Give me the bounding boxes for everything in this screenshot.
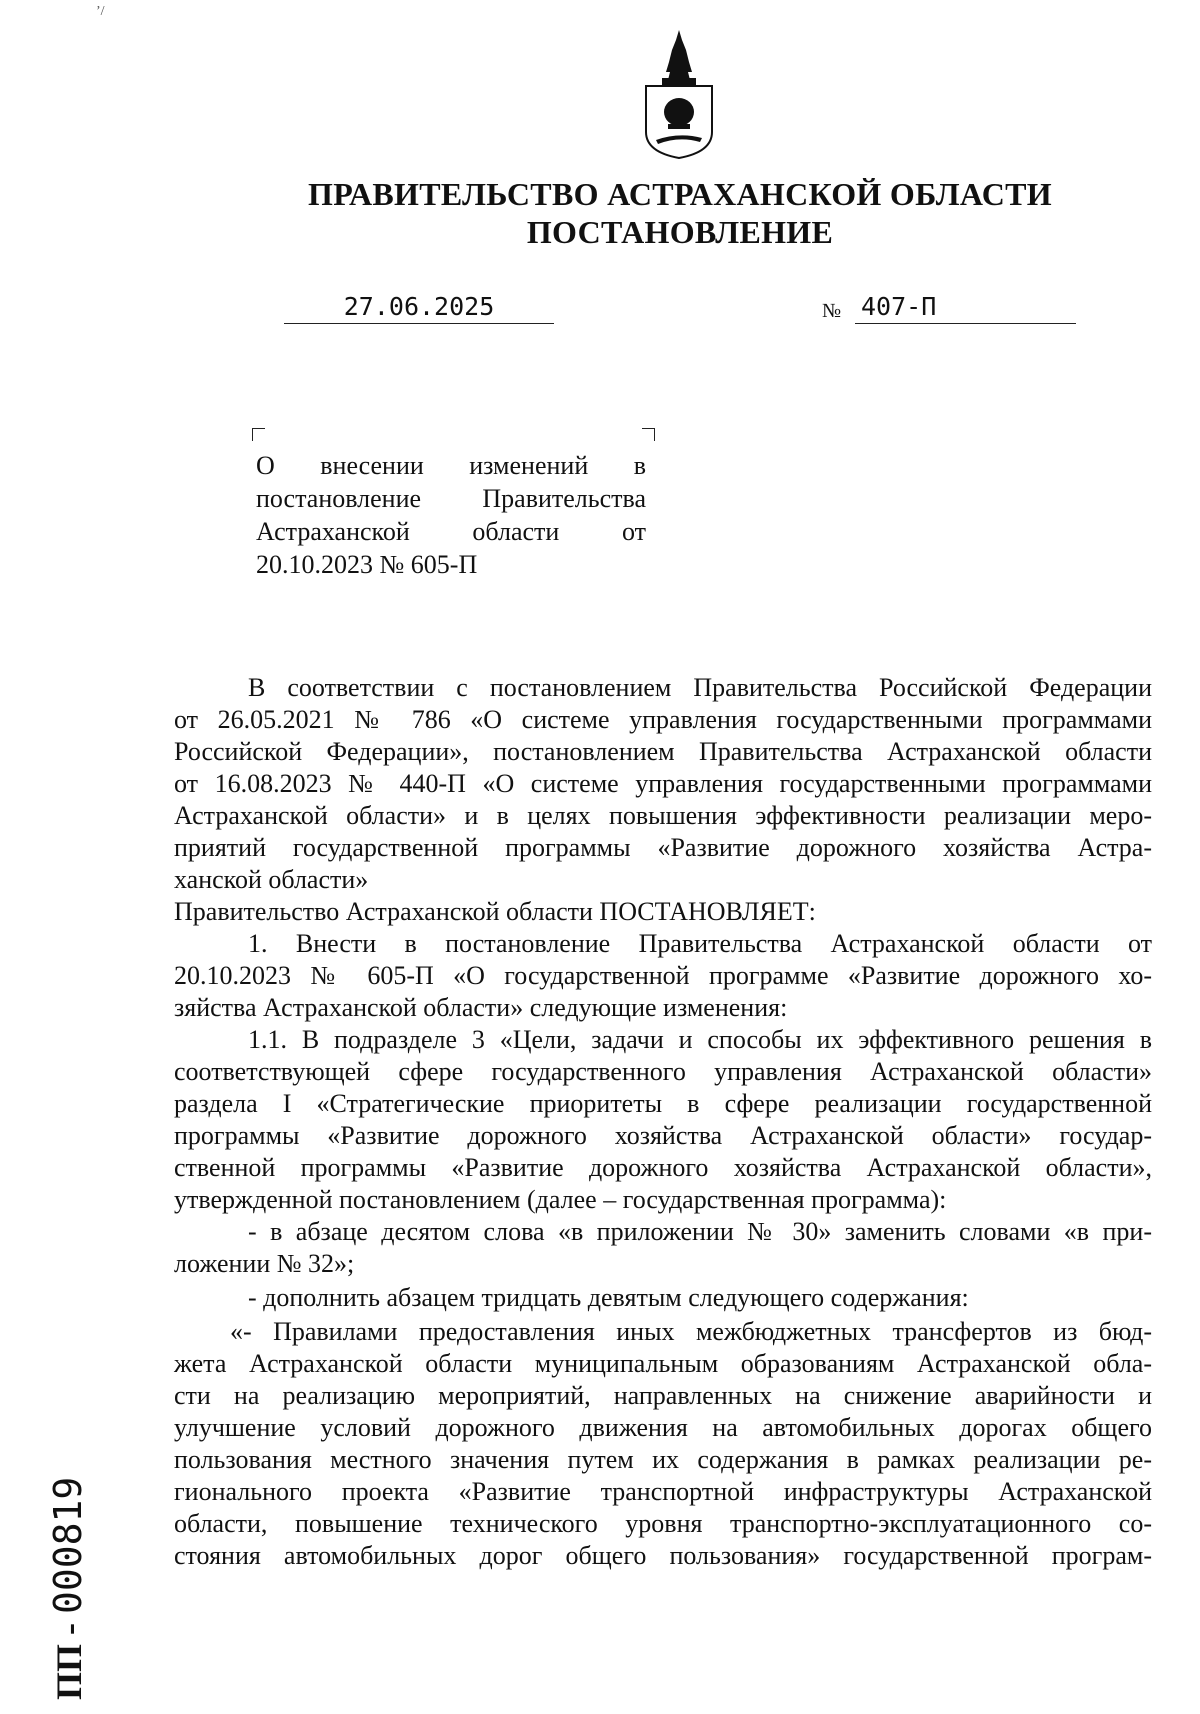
body-line: Правительство Астраханской области ПОСТАНОВЛЯЕТ: xyxy=(174,897,816,926)
body-line: В соответствии с постановлением Правительства Российской Федерации xyxy=(248,673,1152,702)
body-line: Астраханской области» и в целях повышения эффективности реализации меро- xyxy=(174,801,1152,830)
body-line: приятий государственной программы «Развитие дорожного хозяйства Астра- xyxy=(174,833,1152,862)
body-line: 1.1. В подразделе 3 «Цели, задачи и способы их эффективного решения в xyxy=(248,1025,1152,1054)
body-line: 1. Внести в постановление Правительства Астраханской области от xyxy=(248,929,1152,958)
document-number: 407-П xyxy=(855,292,1076,324)
body-line: 20.10.2023 № 605-П «О государственной программе «Развитие дорожного хо- xyxy=(174,961,1152,990)
number-sign: № xyxy=(822,300,842,322)
government-title: ПРАВИТЕЛЬСТВО АСТРАХАНСКОЙ ОБЛАСТИ xyxy=(308,176,1052,212)
body-line: области, повышение технического уровня транспортно-эксплуатационного со- xyxy=(174,1509,1152,1538)
margin-registration-code xyxy=(46,1477,90,1700)
body-line: программы «Развитие дорожного хозяйства Астраханской области» государ- xyxy=(174,1121,1152,1150)
body-line: сти на реализацию мероприятий, направленных на снижение аварийности и xyxy=(174,1381,1152,1410)
body-line: пользования местного значения путем их содержания в рамках реализации ре- xyxy=(174,1445,1152,1474)
body-line: от 26.05.2021 № 786 «О системе управления государственными программами xyxy=(174,705,1152,734)
document-type-title: ПОСТАНОВЛЕНИЕ xyxy=(526,214,834,250)
body-line: гионального проекта «Развитие транспортной инфраструктуры Астраханской xyxy=(174,1477,1152,1506)
margin-code-prefix: ПП - xyxy=(49,1623,89,1700)
body-line: - дополнить абзацем тридцать девятым следующего содержания: xyxy=(248,1283,969,1312)
body-line: ложении № 32»; xyxy=(174,1249,355,1278)
body-line: утвержденной постановлением (далее – государственная программа): xyxy=(174,1185,947,1214)
body-line: Российской Федерации», постановлением Правительства Астраханской области xyxy=(174,737,1152,766)
body-line: стояния автомобильных дорог общего пользования» государственной програм- xyxy=(174,1541,1152,1570)
scan-mark: ʼ/ xyxy=(96,4,105,19)
subject-corner-right xyxy=(642,428,655,441)
document-date: 27.06.2025 xyxy=(284,292,554,324)
body-line: - в абзаце десятом слова «в приложении № 30» заменить словами «в при- xyxy=(248,1217,1152,1246)
body-line: жета Астраханской области муниципальным образованиям Астраханской обла- xyxy=(174,1349,1152,1378)
body-line: ханской области» xyxy=(174,865,369,894)
body-line: зяйства Астраханской области» следующие изменения: xyxy=(174,993,788,1022)
body-line: от 16.08.2023 № 440-П «О системе управления государственными программами xyxy=(174,769,1152,798)
body-line: «- Правилами предоставления иных межбюджетных трансфертов из бюд- xyxy=(230,1317,1152,1346)
document-subject: О внесении изменений в постановление Правительства Астраханской области от 20.10.2023 № 605-П xyxy=(256,451,646,579)
body-line: улучшение условий дорожного движения на автомобильных дорогах общего xyxy=(174,1413,1152,1442)
body-line: ственной программы «Развитие дорожного хозяйства Астраханской области», xyxy=(174,1153,1152,1182)
coat-of-arms-emblem xyxy=(642,28,716,160)
subject-corner-left xyxy=(252,428,265,441)
body-line: раздела I «Стратегические приоритеты в сфере реализации государственной xyxy=(174,1089,1152,1118)
margin-code-number: 000819 xyxy=(46,1476,90,1614)
body-line: соответствующей сфере государственного управления Астраханской области» xyxy=(174,1057,1152,1086)
